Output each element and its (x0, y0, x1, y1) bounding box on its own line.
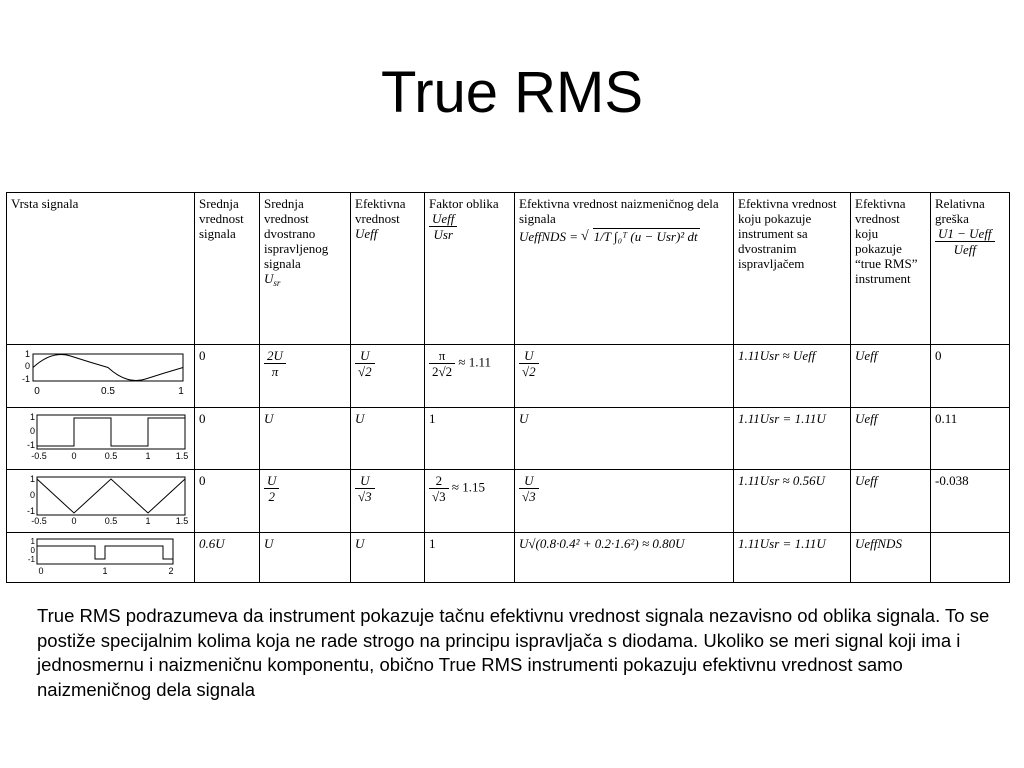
svg-text:0.5: 0.5 (104, 516, 118, 525)
svg-text:0.5: 0.5 (104, 451, 118, 461)
cell-effective: $\frac{U}{√3}$ (351, 470, 425, 533)
sine-wave-plot (7, 345, 195, 408)
svg-text:1: 1 (29, 412, 35, 422)
svg-text:-1: -1 (27, 555, 35, 564)
ac-effective-formula: UeffNDS = √ 1/T ∫₀ᵀ (u − Usr)² dt (519, 228, 698, 244)
svg-text:0: 0 (71, 516, 77, 525)
header-ac-effective: Efektivna vrednost naizmeničnog dela signala UeffNDS = √ 1/T ∫₀ᵀ (u − Usr)² dt (515, 193, 734, 345)
cell-rectifier-reading: 1.11Usr = 1.11U (734, 408, 851, 470)
svg-text:1: 1 (102, 566, 108, 576)
cell-true-rms-reading: Ueff (851, 470, 931, 533)
header-mean-value: Srednja vrednost signala (195, 193, 260, 345)
svg-text:0: 0 (38, 566, 44, 576)
comparison-table (6, 192, 1010, 583)
cell-relative-error (931, 533, 1010, 583)
svg-text:0: 0 (29, 490, 35, 500)
cell-form-factor: $\frac{\pi}{2√2}$ ≈ 1.11 (425, 345, 515, 408)
svg-text:-1: -1 (26, 440, 35, 450)
cell-mean: 0 (195, 470, 260, 533)
svg-text:1: 1 (29, 474, 35, 484)
svg-text:-0.5: -0.5 (31, 516, 47, 525)
cell-ac-effective: U (515, 408, 734, 470)
cell-true-rms-reading: Ueff (851, 345, 931, 408)
svg-text:0: 0 (71, 451, 77, 461)
svg-text:2: 2 (168, 566, 174, 576)
cell-mean: 0 (195, 408, 260, 470)
triangle-wave-plot (7, 470, 195, 533)
cell-effective: $\frac{U}{√2}$ (351, 345, 425, 408)
table-row (7, 470, 1010, 533)
svg-text:0: 0 (34, 386, 40, 397)
sine-wave-icon (11, 348, 193, 398)
header-rectified-mean: Srednja vrednost dvostrano ispravljenog signala $U_{sr}$ (260, 193, 351, 345)
table-header-row (7, 193, 1010, 345)
form-factor-fraction: $\frac{\text{Ueff}}{\text{Usr}}$ (429, 211, 457, 242)
table-row (7, 408, 1010, 470)
header-form-factor: Faktor oblika $\frac{\text{Ueff}}{\text{Usr}}$ (425, 193, 515, 345)
svg-text:1.5: 1.5 (175, 451, 189, 461)
table-row (7, 345, 1010, 408)
svg-text:1: 1 (24, 349, 30, 359)
svg-text:1: 1 (145, 451, 151, 461)
square-wave-plot (7, 408, 195, 470)
header-rectifier-instrument: Efektivna vrednost koju pokazuje instrument sa dvostranim ispravljačem (734, 193, 851, 345)
svg-text:-1: -1 (26, 506, 35, 516)
svg-text:1: 1 (145, 516, 151, 525)
comparison-table-container (6, 192, 1009, 574)
cell-true-rms-reading: Ueff (851, 408, 931, 470)
slide-title: True RMS (380, 60, 644, 125)
cell-true-rms-reading: UeffNDS (851, 533, 931, 583)
cell-rectified-mean: $\frac{2U}{\pi}$ (260, 345, 351, 408)
cell-effective: U (351, 533, 425, 583)
svg-text:0: 0 (30, 546, 35, 555)
cell-rectifier-reading: 1.11Usr ≈ Ueff (734, 345, 851, 408)
svg-text:0: 0 (24, 361, 30, 371)
cell-relative-error: -0.038 (931, 470, 1010, 533)
cell-form-factor: 1 (425, 408, 515, 470)
svg-text:1.5: 1.5 (175, 516, 189, 525)
cell-ac-effective: $\frac{U}{√3}$ (515, 470, 734, 533)
cell-rectifier-reading: 1.11Usr = 1.11U (734, 533, 851, 583)
svg-text:-0.5: -0.5 (31, 451, 47, 461)
table-row (7, 533, 1010, 583)
svg-text:1: 1 (30, 537, 35, 546)
cell-ac-effective: $\frac{U}{√2}$ (515, 345, 734, 408)
cell-mean: 0 (195, 345, 260, 408)
pulse-wave-plot (7, 533, 195, 583)
triangle-wave-icon (11, 473, 193, 525)
svg-text:0: 0 (29, 426, 35, 436)
cell-rectified-mean: U (260, 408, 351, 470)
relative-error-fraction: $\frac{\text{U1 − Ueff}}{\text{Ueff}}$ (935, 226, 995, 257)
pulse-wave-icon (11, 536, 193, 576)
cell-relative-error: 0.11 (931, 408, 1010, 470)
cell-rectified-mean: $\frac{U}{2}$ (260, 470, 351, 533)
cell-rectifier-reading: 1.11Usr ≈ 0.56U (734, 470, 851, 533)
cell-form-factor: 1 (425, 533, 515, 583)
cell-effective: U (351, 408, 425, 470)
header-true-rms-instrument: Efektivna vrednost koju pokazuje “true RMS” instrument (851, 193, 931, 345)
header-effective-value: Efektivna vrednost Ueff (351, 193, 425, 345)
svg-text:1: 1 (178, 386, 184, 397)
cell-mean: 0.6U (195, 533, 260, 583)
cell-form-factor: $\frac{2}{√3}$ ≈ 1.15 (425, 470, 515, 533)
svg-text:0.5: 0.5 (101, 386, 115, 397)
cell-ac-effective: U√(0.8·0.4² + 0.2·1.6²) ≈ 0.80U (515, 533, 734, 583)
explanation-paragraph: True RMS podrazumeva da instrument pokazuje tačnu efektivnu vrednost signala nezavisno od oblika signala. To se postiže specijalnim kolima koja ne rade strogo na principu ispravljača s diodama. Ukoliko se meri signal koji ima i jednosmernu i naizmeničnu komponentu, obično True RMS instrumenti pokazuju efektivnu vrednost samo naizmeničnog dela signala (37, 605, 990, 700)
square-wave-icon (11, 411, 193, 461)
svg-text:-1: -1 (21, 374, 30, 384)
cell-relative-error: 0 (931, 345, 1010, 408)
cell-rectified-mean: U (260, 533, 351, 583)
header-signal-type: Vrsta signala (7, 193, 195, 345)
header-relative-error: Relativna greška $\frac{\text{U1 − Ueff}}{\text{Ueff}}$ (931, 193, 1010, 345)
